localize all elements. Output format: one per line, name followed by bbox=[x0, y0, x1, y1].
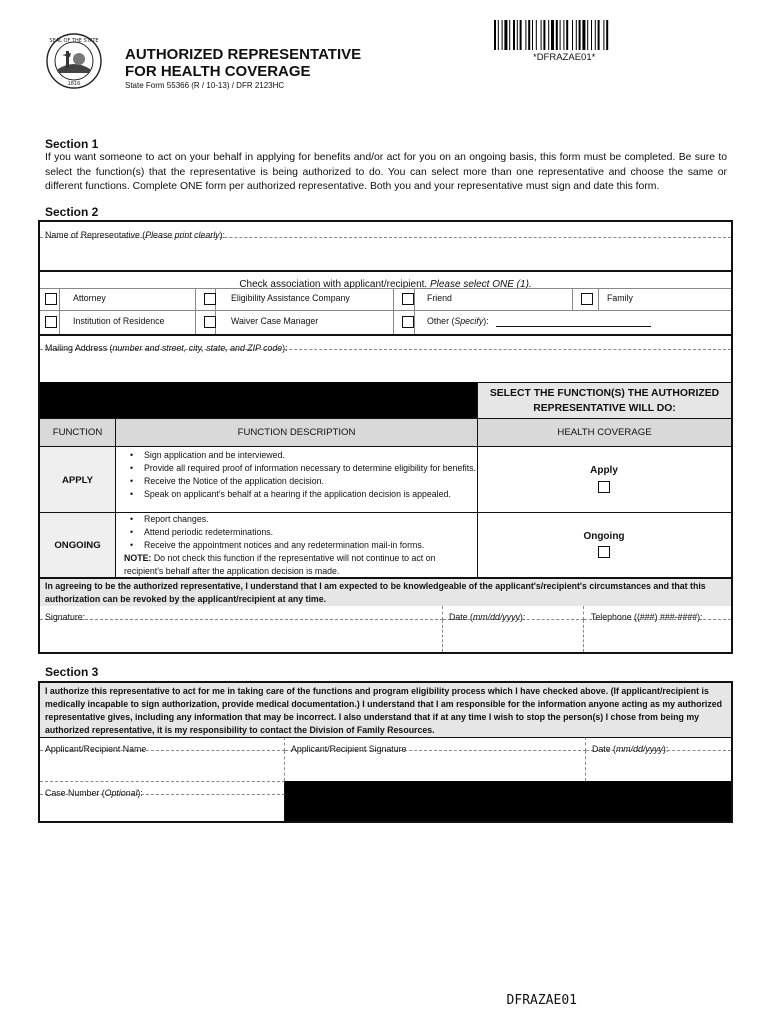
svg-text:1816: 1816 bbox=[67, 81, 81, 87]
apply-item: • Provide all required proof of information necessary to determine eligibility for benefits. bbox=[144, 462, 477, 475]
rep-signature-input[interactable] bbox=[40, 620, 443, 652]
state-seal-logo bbox=[46, 33, 102, 89]
section1-title: Section 1 bbox=[45, 137, 99, 151]
rep-date-input[interactable] bbox=[443, 620, 584, 652]
institution-label: Institution of Residence bbox=[73, 316, 165, 326]
other-specify-input[interactable] bbox=[496, 326, 651, 327]
ongoing-checkbox-label: Ongoing bbox=[583, 531, 625, 542]
section1-paragraph: If you want someone to act on your behalf in applying for benefits and/or act for you on an ongoing basis, this form must be completed. Be sure to select the function(s) that the representative is being authorized to do. You can select more than one representative and choose the same or different functions. Complete ONE form per authorized representative. Both you and your representative must sign and date this form. bbox=[45, 152, 727, 193]
select-functions-heading: SELECT THE FUNCTION(S) THE AUTHORIZED REPRESENTATIVE WILL DO: bbox=[477, 382, 731, 418]
apply-checkbox-label: Apply bbox=[590, 465, 618, 476]
case-number-label: Case Number (Optional): bbox=[40, 781, 285, 795]
rep-signature-label: Signature: bbox=[40, 606, 443, 620]
applicant-signature-label: Applicant/Recipient Signature bbox=[285, 737, 586, 751]
section2-table bbox=[38, 220, 733, 654]
authorization-statement: I authorize this representative to act for me in taking care of the functions and program eligibility process which I have checked above. (If applicant/recipient is medically incapable to sign authorization, provide medical documentation.) I understand that I am responsible for the information anyone acting as my authorized representative gives, including any information that may be incorrect. I also understand that if at any time I wish to stop the person(s) I chose from being my authorized representative, it is my responsibility to contact the Division of Family Resources. bbox=[40, 683, 731, 737]
agreement-text: In agreeing to be the authorized representative, I understand that I am expected to be knowledgeable of the applicant's/recipient's circumstances and that this authorization can be revoked by the applicant/recipient at any time. bbox=[40, 577, 731, 606]
apply-function-name: APPLY bbox=[40, 446, 116, 512]
apply-checkbox[interactable] bbox=[598, 481, 610, 493]
form-title: AUTHORIZED REPRESENTATIVE FOR HEALTH COVERAGE bbox=[125, 46, 362, 80]
ongoing-item: • Report changes. bbox=[144, 513, 477, 526]
function-description-column-header: FUNCTION DESCRIPTION bbox=[116, 418, 477, 446]
ongoing-function-description bbox=[116, 512, 477, 577]
section3-table bbox=[38, 681, 733, 823]
section3-title: Section 3 bbox=[45, 665, 99, 679]
attorney-checkbox[interactable] bbox=[45, 293, 57, 305]
ongoing-checkbox[interactable] bbox=[598, 546, 610, 558]
mailing-address-input[interactable] bbox=[40, 350, 731, 382]
association-heading: Check association with applicant/recipient. Please select ONE (1). bbox=[239, 279, 532, 290]
mailing-address-label: Mailing Address (number and street, city, state, and ZIP code): bbox=[40, 334, 731, 350]
applicant-signature-input[interactable] bbox=[285, 751, 586, 781]
applicant-name-label: Applicant/Recipient Name bbox=[40, 737, 285, 751]
waiver-case-manager-checkbox[interactable] bbox=[204, 316, 216, 328]
apply-item: • Speak on applicant's behalf at a hearing if the application decision is appealed. bbox=[144, 488, 477, 501]
apply-item: • Receive the Notice of the application decision. bbox=[144, 475, 477, 488]
ongoing-item: • Attend periodic redeterminations. bbox=[144, 526, 477, 539]
ongoing-function-name: ONGOING bbox=[40, 512, 116, 577]
representative-name-input[interactable] bbox=[40, 238, 731, 270]
eligibility-assistance-label: Eligibility Assistance Company bbox=[231, 293, 350, 303]
health-coverage-column-header: HEALTH COVERAGE bbox=[477, 418, 731, 446]
applicant-date-label: Date (mm/dd/yyyy): bbox=[586, 737, 731, 751]
case-number-input[interactable] bbox=[40, 795, 285, 821]
applicant-date-input[interactable] bbox=[586, 751, 731, 781]
rep-date-label: Date (mm/dd/yyyy): bbox=[443, 606, 584, 620]
barcode bbox=[494, 20, 640, 50]
institution-checkbox[interactable] bbox=[45, 316, 57, 328]
apply-function-description bbox=[116, 446, 477, 512]
apply-item: • Sign application and be interviewed. bbox=[144, 449, 477, 462]
representative-name-label: Name of Representative (Please print clearly): bbox=[40, 222, 731, 238]
function-column-header: FUNCTION bbox=[40, 418, 116, 446]
other-checkbox[interactable] bbox=[402, 316, 414, 328]
friend-checkbox[interactable] bbox=[402, 293, 414, 305]
form-number: State Form 55366 (R / 10-13) / DFR 2123HC bbox=[125, 81, 285, 90]
svg-text:SEAL OF THE STATE: SEAL OF THE STATE bbox=[49, 38, 99, 44]
ongoing-note: NOTE: Do not check this function if the representative will not continue to act on recipient's behalf after the application decision is made. bbox=[124, 553, 436, 576]
rep-telephone-label: Telephone ((###) ###-####): bbox=[584, 606, 731, 620]
attorney-label: Attorney bbox=[73, 293, 106, 303]
rep-telephone-input[interactable] bbox=[584, 620, 731, 652]
family-checkbox[interactable] bbox=[581, 293, 593, 305]
friend-label: Friend bbox=[427, 293, 452, 303]
other-label: Other (Specify): bbox=[427, 316, 489, 326]
ongoing-item: • Receive the appointment notices and any redetermination mail-in forms. bbox=[144, 539, 477, 552]
footer-form-code: DFRAZAE01 bbox=[506, 993, 577, 1008]
barcode-text: *DFRAZAE01* bbox=[533, 52, 596, 63]
section2-title: Section 2 bbox=[45, 205, 99, 219]
applicant-name-input[interactable] bbox=[40, 751, 285, 781]
waiver-case-manager-label: Waiver Case Manager bbox=[231, 316, 319, 326]
family-label: Family bbox=[607, 293, 633, 303]
eligibility-assistance-checkbox[interactable] bbox=[204, 293, 216, 305]
